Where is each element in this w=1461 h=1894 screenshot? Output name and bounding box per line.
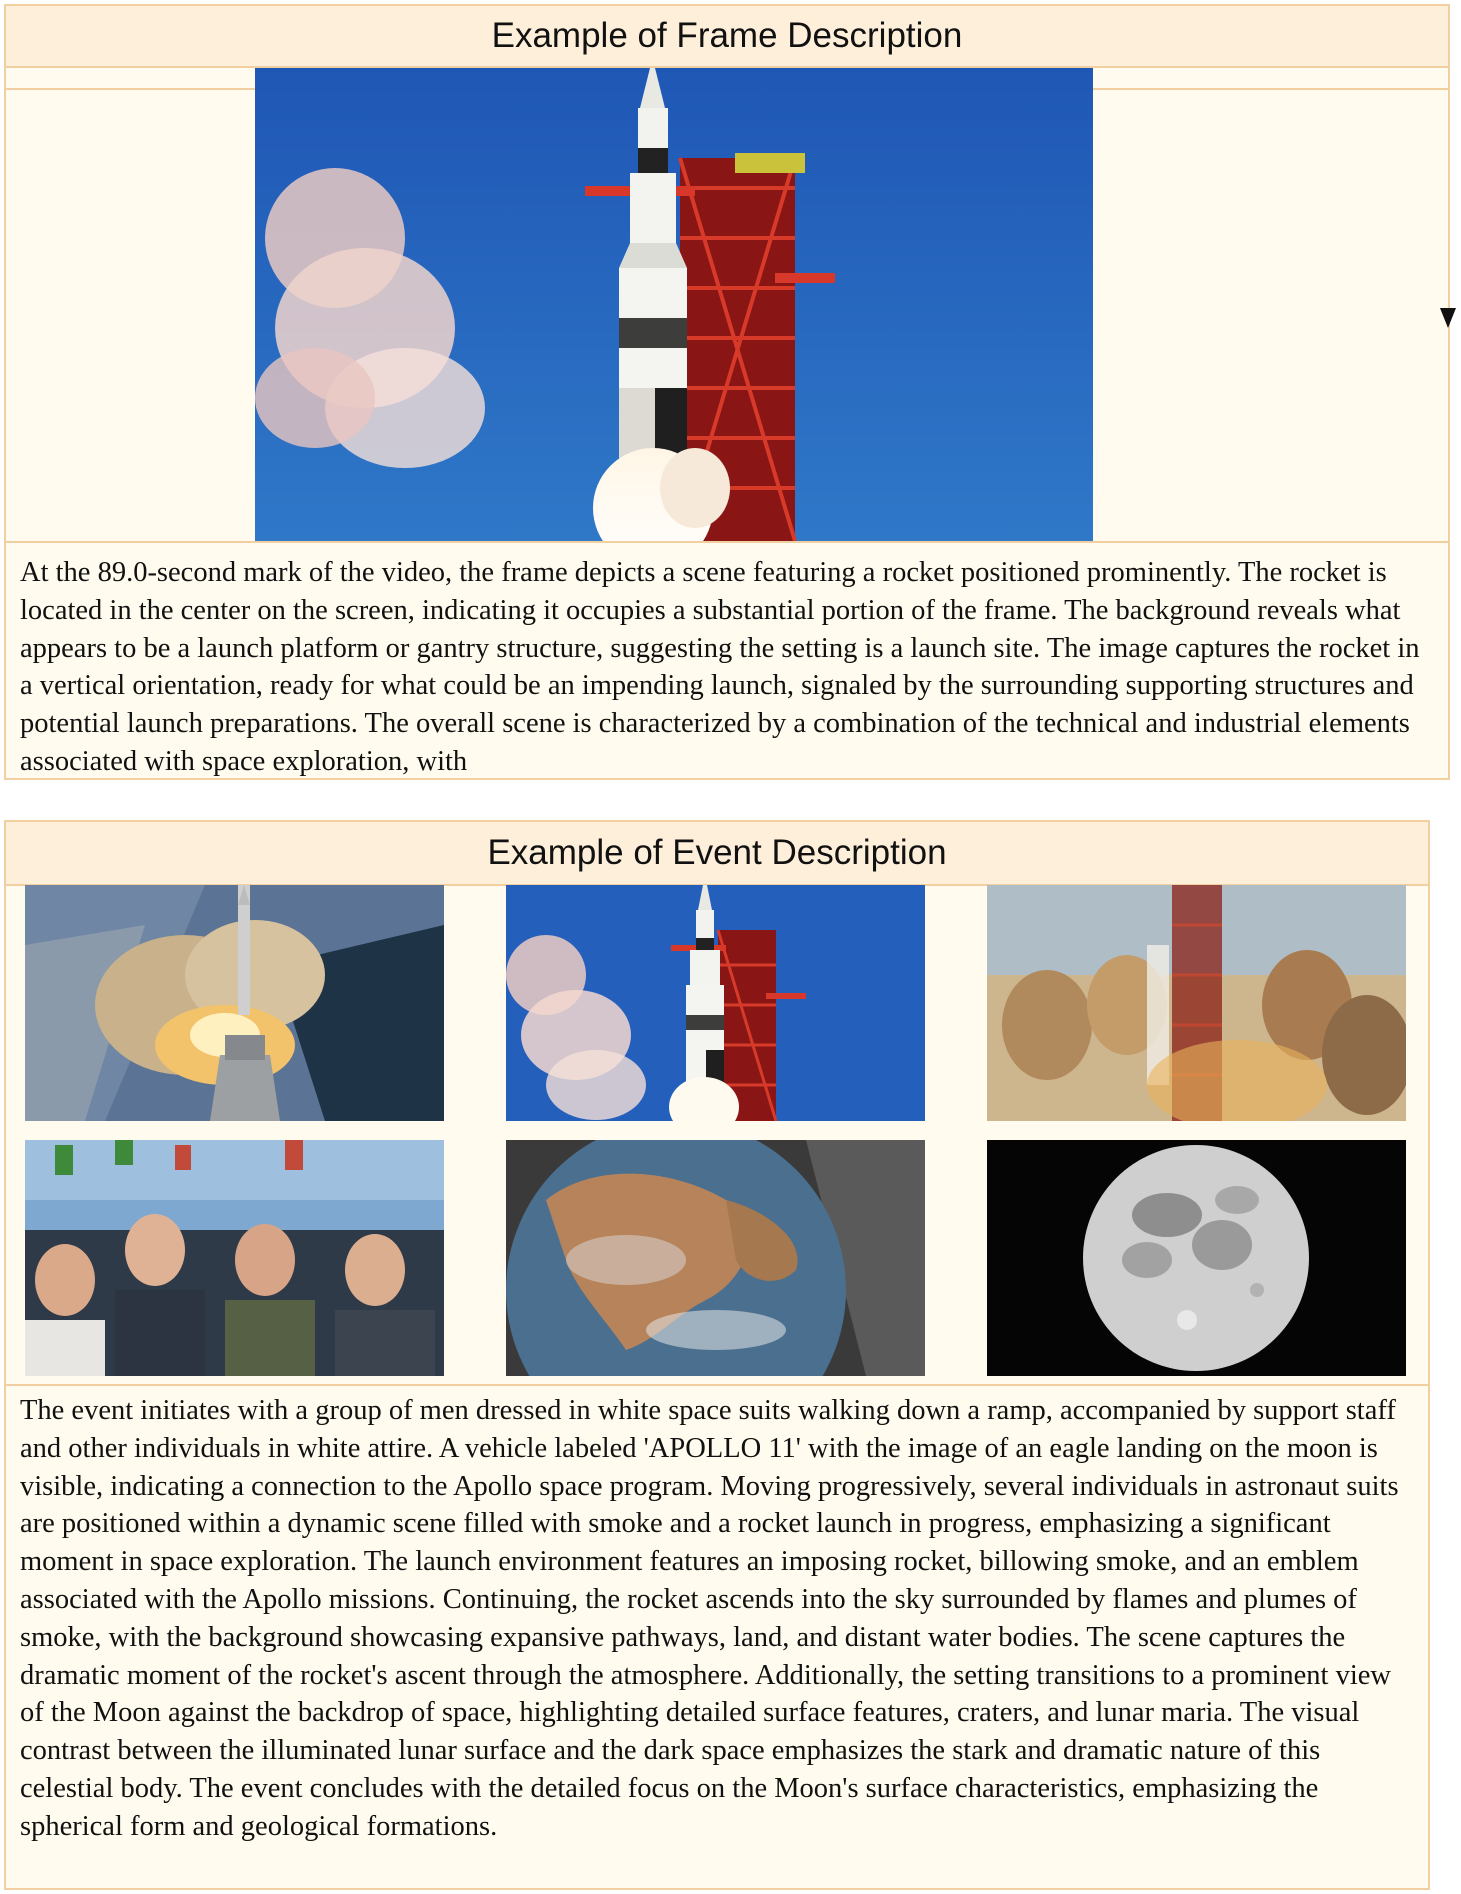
frame-description-panel: [4, 4, 1450, 780]
rocket-on-launch-pad-icon: [506, 885, 925, 1121]
image-text-divider: [6, 541, 1448, 543]
arrow-down-icon: [1438, 306, 1458, 330]
rocket-liftoff-aerial-icon: [25, 885, 444, 1121]
images-text-divider: [6, 1384, 1428, 1386]
full-moon-icon: [987, 1140, 1406, 1376]
frame-panel-header: [6, 6, 1448, 68]
spectators-watching-launch-icon: [25, 1140, 444, 1376]
rocket-on-launch-pad-icon: [255, 68, 1093, 541]
event-description-panel: [4, 820, 1430, 1890]
spectators-and-gantry-overlay-icon: [987, 885, 1406, 1121]
frame-description-text: At the 89.0-second mark of the video, the frame depicts a scene featuring a rocket positioned prominently. The rocket is located in the center on the screen, indicating it occupies a substantial portion of the frame. The background reveals what appears to be a launch platform or gantry structure, suggesting the setting is a launch site. The image captures the rocket in a vertical orientation, ready for what could be an impending launch, signaled by the surrounding supporting structures and potential launch preparations. The overall scene is characterized by a combination of the technical and industrial elements associated with space exploration, with: [20, 557, 1420, 777]
event-panel-title: Example of Event Description: [487, 833, 947, 872]
event-panel-header: [6, 822, 1428, 886]
frame-panel-title: Example of Frame Description: [491, 16, 963, 55]
event-description-text: The event initiates with a group of men dressed in white space suits walking down a ramp, accompanied by support staff and other individuals in white attire. A vehicle labeled 'APOLLO 11' with the image of an eagle landing on the moon is visible, indicating a connection to the Apollo space program. Moving progressively, several individuals in astronaut suits are positioned within a dynamic scene filled with smoke and a rocket launch in progress, emphasizing a significant moment in space exploration. The launch environment features an imposing rocket, billowing smoke, and an emblem associated with the Apollo missions. Continuing, the rocket ascends into the sky surrounded by flames and plumes of smoke, with the background showcasing expansive pathways, land, and distant water bodies. The scene captures the dramatic moment of the rocket's ascent through the atmosphere. Additionally, the setting transitions to a prominent view of the Moon against the backdrop of space, highlighting detailed surface features, craters, and lunar maria. The visual contrast between the illuminated lunar surface and the dark space emphasizes the stark and dramatic nature of this celestial body. The event concludes with the detailed focus on the Moon's surface characteristics, emphasizing the spherical form and geological formations.: [20, 1395, 1399, 1842]
earth-from-space-icon: [506, 1140, 925, 1376]
